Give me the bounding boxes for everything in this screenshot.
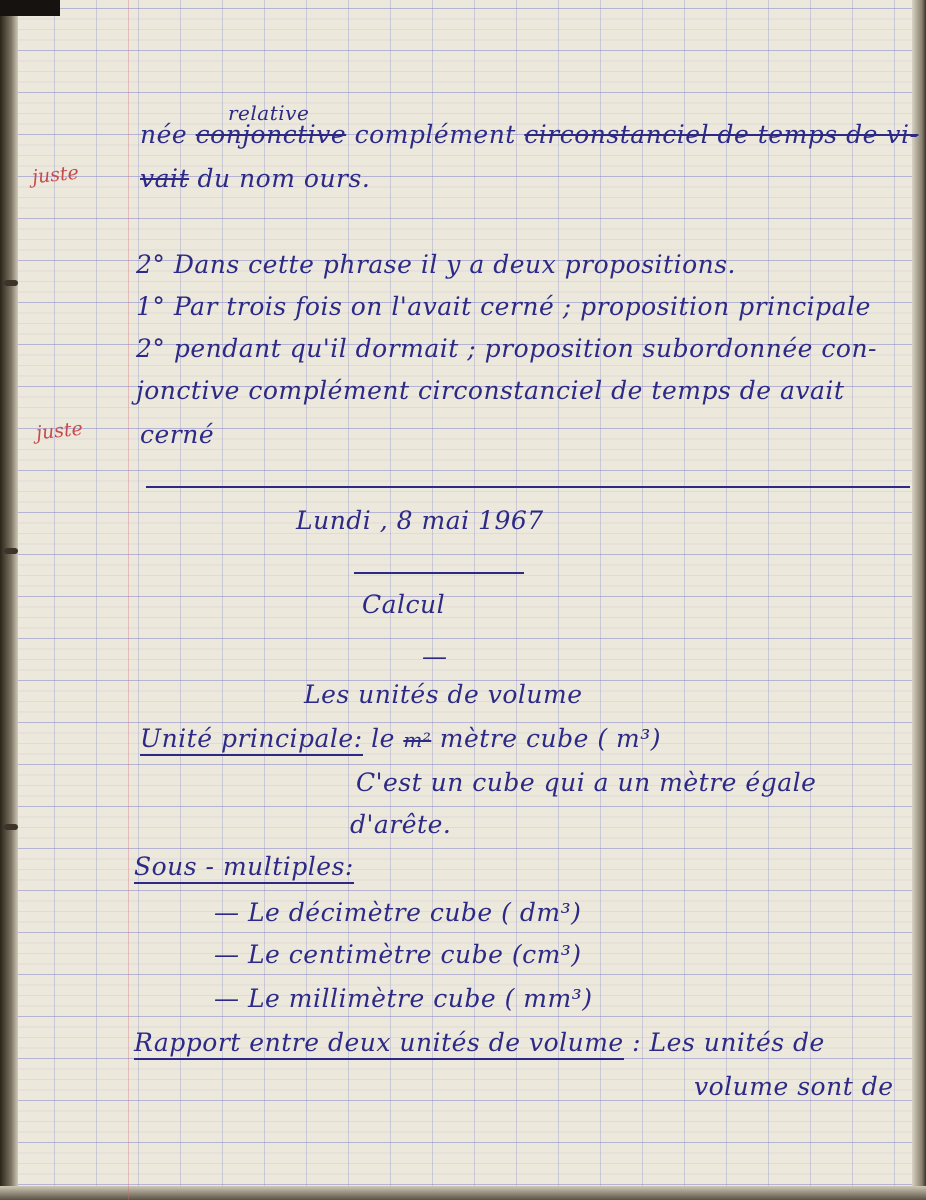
title-dash: — (422, 642, 448, 671)
margin-note-juste-1: juste (30, 161, 80, 189)
section2-line5: cerné (140, 420, 215, 449)
text-complement: complément (354, 120, 516, 149)
notebook-binding (0, 0, 18, 1200)
sub-multiple-item: — Le millimètre cube ( mm³) (214, 984, 593, 1013)
binding-hole (4, 824, 18, 830)
rapport-text-b: volume sont de (694, 1072, 894, 1101)
page-bottom-edge (0, 1186, 926, 1200)
section2-line4: jonctive complément circonstanciel de temps de avait (136, 376, 845, 405)
sub-multiple-item: — Le décimètre cube ( dm³) (214, 898, 582, 927)
section2-line2: 1° Par trois fois on l'avait cerné ; proposition principale (136, 292, 871, 321)
rapport-label: Rapport entre deux unités de volume (134, 1028, 624, 1060)
main-unit-le: le (371, 724, 395, 753)
sub-multiples-heading (134, 852, 354, 882)
main-unit-label: Unité principale: (140, 724, 363, 756)
main-unit-line (140, 724, 661, 755)
sub-multiple-item: — Le centimètre cube (cm³) (214, 940, 582, 969)
date-underline (354, 572, 524, 574)
separator-rule (146, 486, 910, 488)
binding-hole (4, 280, 18, 286)
section2-line3: 2° pendant qu'il dormait ; proposition subordonnée con- (136, 334, 878, 363)
lesson-title: Les unités de volume (304, 680, 583, 709)
dark-corner (0, 0, 60, 16)
page-right-edge (912, 0, 926, 1200)
definition-line2: d'arête. (350, 810, 452, 839)
section2-line1: 2° Dans cette phrase il y a deux propositions. (136, 250, 737, 279)
section1-line2 (140, 164, 370, 194)
text-du-nom-ours: du nom ours. (197, 164, 371, 193)
struck-circonstanciel: circonstanciel de temps de vi- (524, 120, 919, 149)
margin-note-juste-2: juste (34, 417, 84, 445)
insertion-relative: relative (228, 101, 310, 125)
section1-line1 (140, 120, 918, 150)
subject-title: Calcul (362, 590, 446, 619)
sub-multiples-label: Sous - multiples: (134, 852, 354, 884)
text-nee: née (140, 120, 188, 149)
definition-line1: C'est un cube qui a un mètre égale (356, 768, 817, 797)
struck-conjonctive: conjonctive (195, 120, 347, 149)
binding-hole (4, 548, 18, 554)
main-unit-text: mètre cube ( m³) (439, 724, 662, 753)
rapport-text-a: : Les unités de (632, 1028, 825, 1057)
struck-m2: m² (403, 728, 432, 752)
struck-vait: vait (140, 164, 190, 193)
margin-line (128, 0, 129, 1200)
rapport-line (134, 1028, 825, 1058)
date-line: Lundi , 8 mai 1967 (296, 506, 544, 535)
